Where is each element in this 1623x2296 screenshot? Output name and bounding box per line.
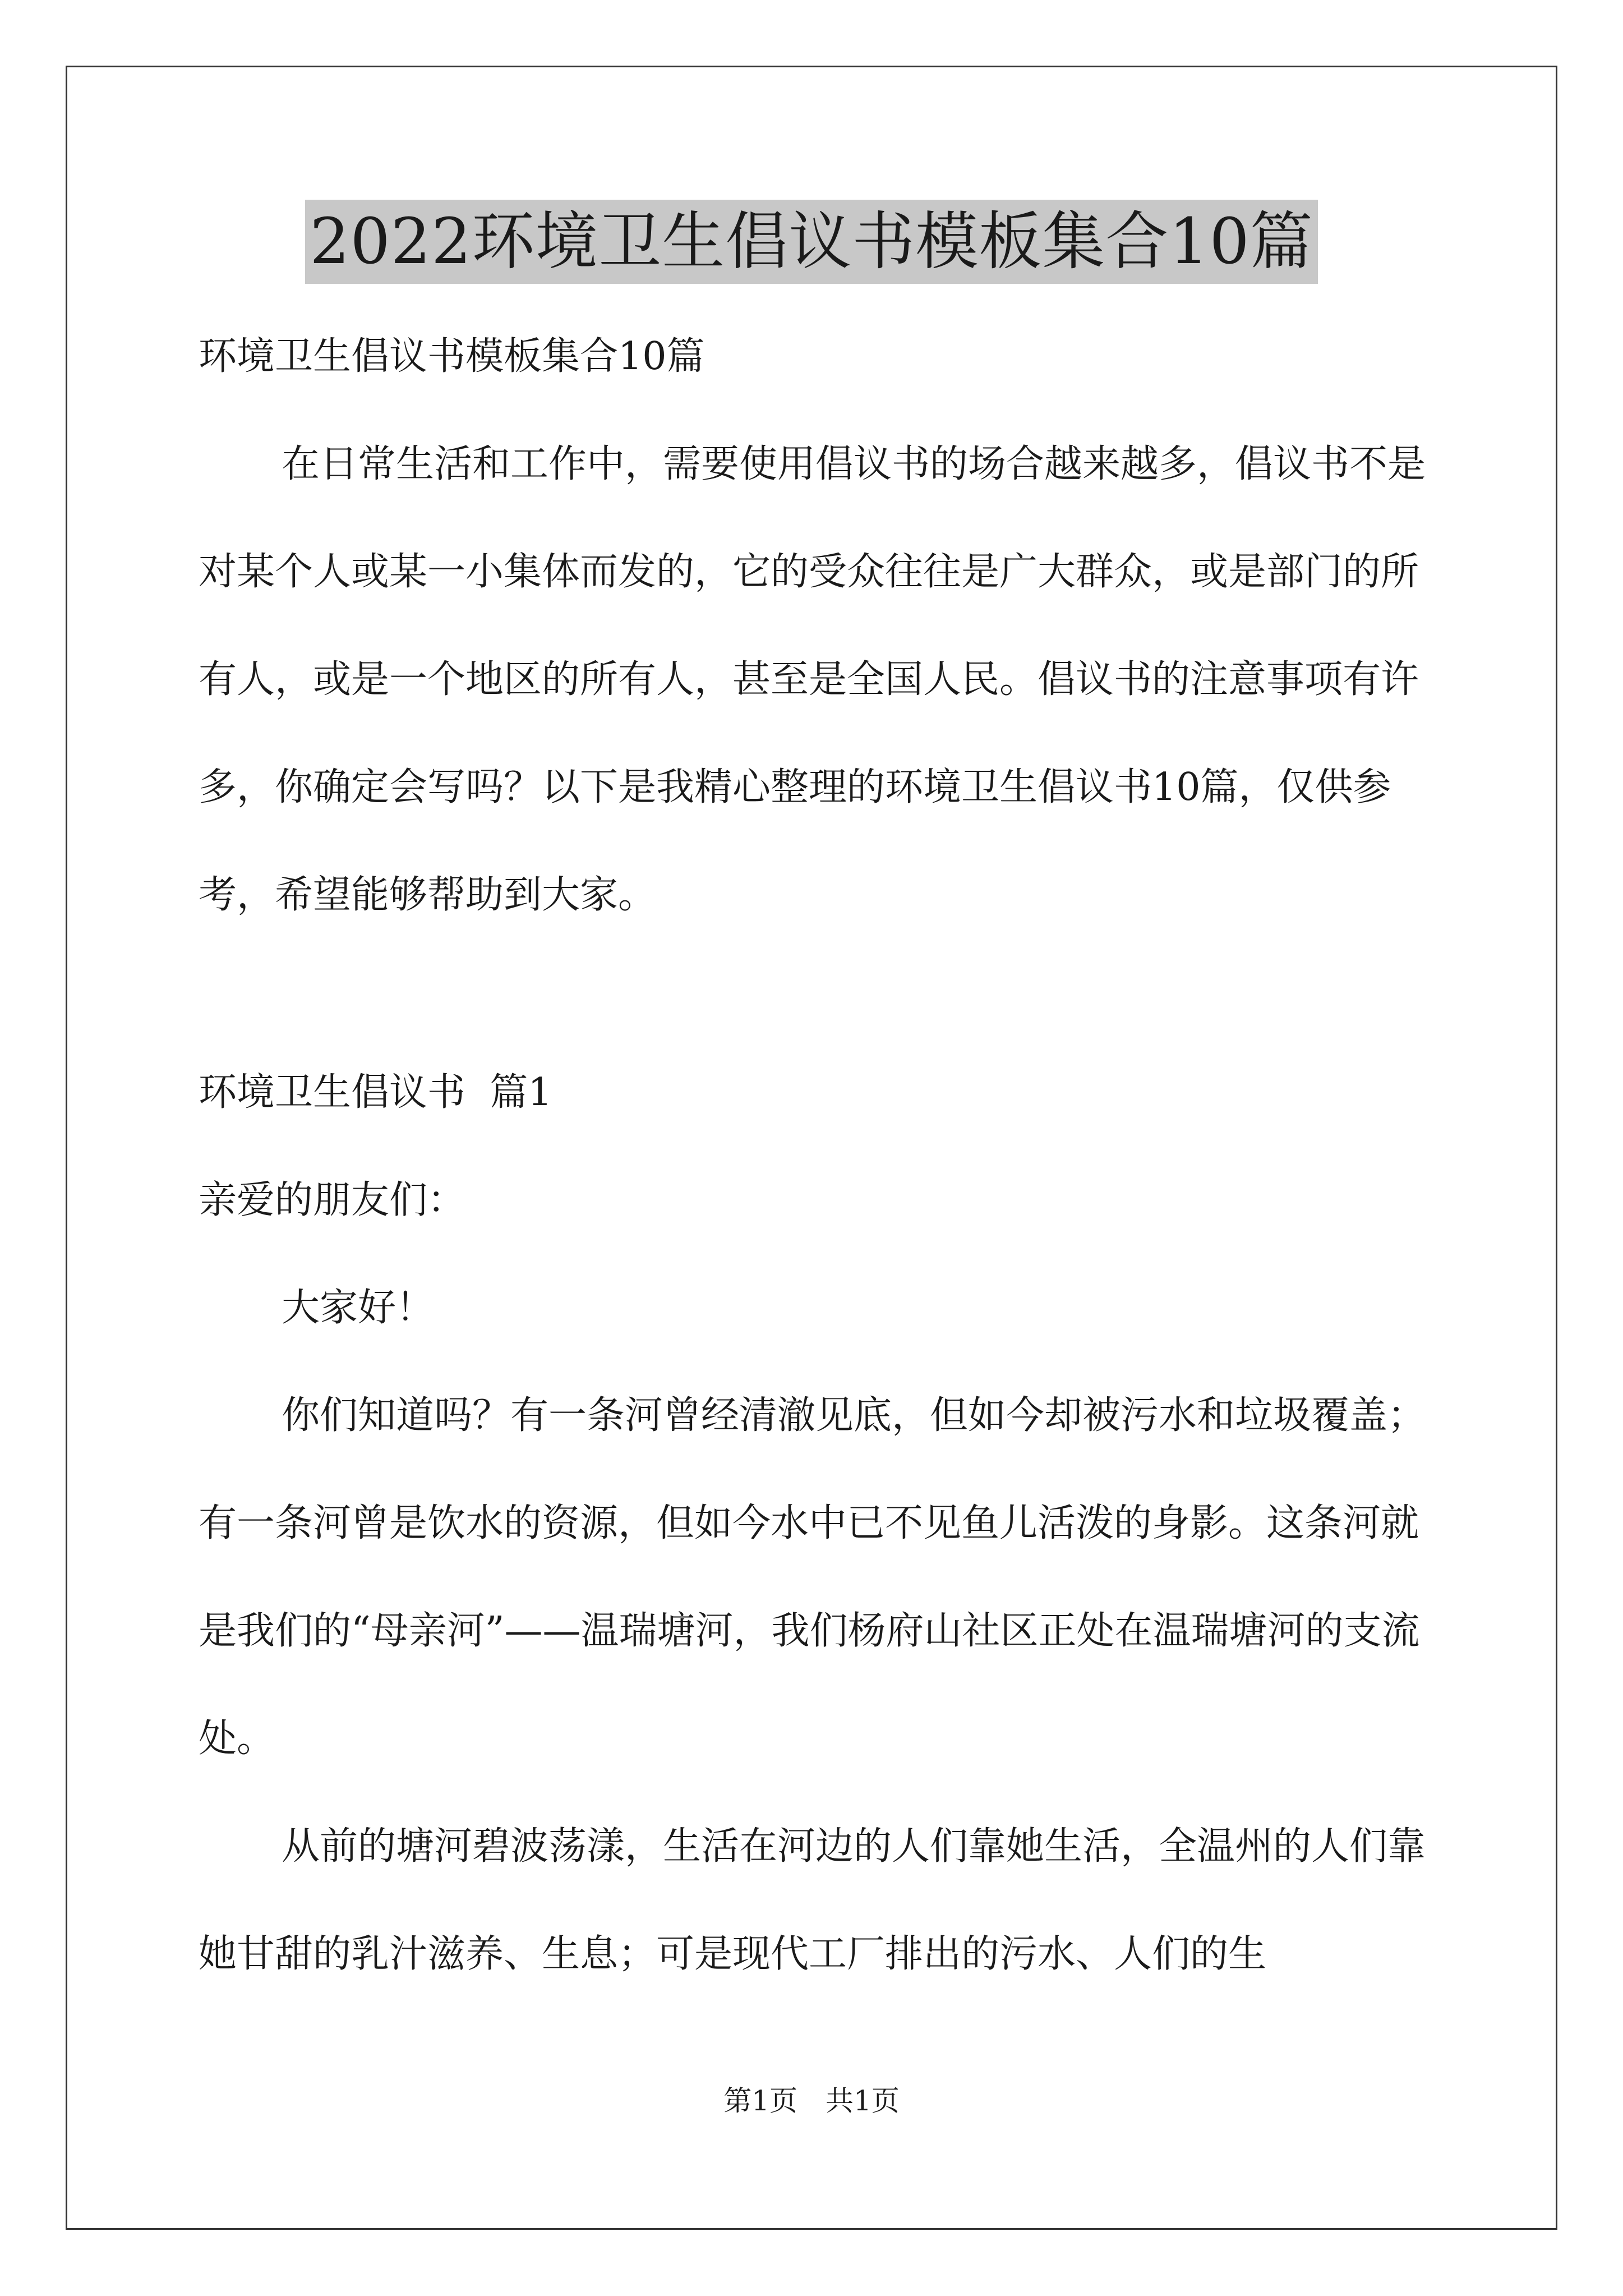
document-title: 2022环境卫生倡议书模板集合10篇 [305,200,1318,284]
subtitle: 环境卫生倡议书模板集合10篇 [199,334,705,379]
document-body [199,303,1432,2008]
page-footer: 第1页 共1页 [723,2085,900,2117]
body-paragraph-2: 从前的塘河碧波荡漾，生活在河边的人们靠她生活，全温州的人们靠她甘甜的乳汁滋养、生息；可是现代工厂排出的污水、人们的生 [199,1824,1426,1976]
body-paragraph-1: 你们知道吗？有一条河曾经清澈见底，但如今却被污水和垃圾覆盖；有一条河曾是饮水的资源，但如今水中已不见鱼儿活泼的身影。这条河就是我们的“母亲河”——温瑞塘河，我们杨府山社区正处在温瑞塘河的支流处。 [199,1393,1426,1761]
salutation: 亲爱的朋友们： [199,1178,466,1222]
greeting: 大家好！ [282,1286,435,1330]
title-container [0,200,1623,284]
section-heading: 环境卫生倡议书 篇1 [199,1070,552,1115]
intro-paragraph: 在日常生活和工作中，需要使用倡议书的场合越来越多，倡议书不是对某个人或某一小集体而发的，它的受众往往是广大群众，或是部门的所有人，或是一个地区的所有人，甚至是全国人民。倡议书的注意事项有许多，你确定会写吗？以下是我精心整理的环境卫生倡议书10篇，仅供参考，希望能够帮助到大家。 [199,442,1426,917]
